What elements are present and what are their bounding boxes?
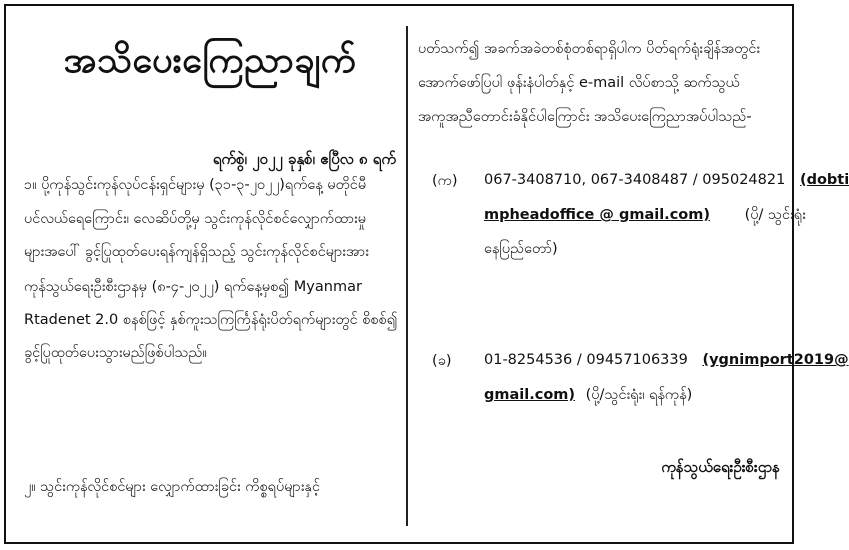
paragraph-line: ပင်လယ်ရေကြောင်း၊ လေဆိပ်တို့မှ သွင်းကုန်လိုင်စင်လျှောက်ထားမှု <box>24 211 367 227</box>
paragraph-line: Rtadenet 2.0 စနစ်ဖြင့် နှစ်ကူးသကြင်္ကြန်ရုံးပိတ်ရက်များတွင် စိစစ်၍ <box>24 312 398 328</box>
paragraph-line: များအပေါ် ခွင့်ပြုထုတ်ပေးရန်ကျန်ရှိသည့် သွင်းကုန်လိုင်စင်များအား <box>24 244 369 260</box>
contact-line-2 <box>484 386 692 407</box>
paragraph-line: ကုန်သွယ်ရေးဦးစီးဌာနမှ (၈-၄-၂၀၂၂) ရက်နေ့မှစ၍ Myanmar <box>24 279 362 295</box>
contact-phones: 01-8254536 / 09457106339 <box>484 352 688 368</box>
contact-office: (ပို့/သွင်းရုံး၊ ရန်ကုန်) <box>585 387 693 403</box>
contact-email[interactable]: gmail.com) <box>484 387 576 403</box>
column-divider <box>406 26 408 526</box>
intro-line: ပတ်သက်၍ အခက်အခဲတစ်စုံတစ်ရာရှိပါက ပိတ်ရက်ရုံးချိန်အတွင်း <box>418 41 761 57</box>
intro-line: အောက်ဖော်ပြပါ ဖုန်းနံပါတ်နှင့် e-mail လိပ်စာသို့ ဆက်သွယ် <box>418 75 740 91</box>
contact-office: (ပို့/ သွင်းရုံး <box>744 207 806 223</box>
paragraph-line: ၂။ သွင်းကုန်လိုင်စင်များ လျှောက်ထားခြင်း ကိစ္စရပ်များနှင့် <box>24 479 320 495</box>
notice-frame <box>4 4 849 544</box>
contact-line-1 <box>484 352 849 368</box>
contact-line-1 <box>484 172 849 188</box>
contact-phones: 067-3408710, 067-3408487 / 095024821 <box>484 172 786 188</box>
paragraph-line: ခွင့်ပြုထုတ်ပေးသွားမည်ဖြစ်ပါသည်။ <box>24 345 207 361</box>
contact-email[interactable]: (ygnimport2019@ <box>702 352 849 368</box>
intro-line: အကူအညီတောင်းခံနိုင်ပါကြောင်း အသိပေးကြေညာအပ်ပါသည်- <box>418 109 752 125</box>
contact-email[interactable]: (dobti <box>799 172 849 188</box>
contact-email[interactable]: mpheadoffice @ gmail.com) <box>484 207 710 223</box>
paragraph-line: ၁။ ပို့ကုန်သွင်းကုန်လုပ်ငန်းရှင်များမှ (၃၁-၃-၂၀၂၂)ရက်နေ့ မတိုင်မီ <box>24 177 367 193</box>
contact-marker: (က) <box>432 173 458 189</box>
notice-date: ရက်စွဲ၊ ၂၀၂၂ ခုနှစ်၊ ဧပြီလ ၈ ရက် <box>212 150 396 168</box>
signature-department: ကုန်သွယ်ရေးဦးစီးဌာန <box>661 458 780 476</box>
notice-title: အသိပေးကြေညာချက် <box>63 40 357 81</box>
contact-office: နေပြည်တော်) <box>484 241 558 257</box>
contact-line-2 <box>484 206 806 227</box>
contact-marker: (ခ) <box>432 353 452 369</box>
